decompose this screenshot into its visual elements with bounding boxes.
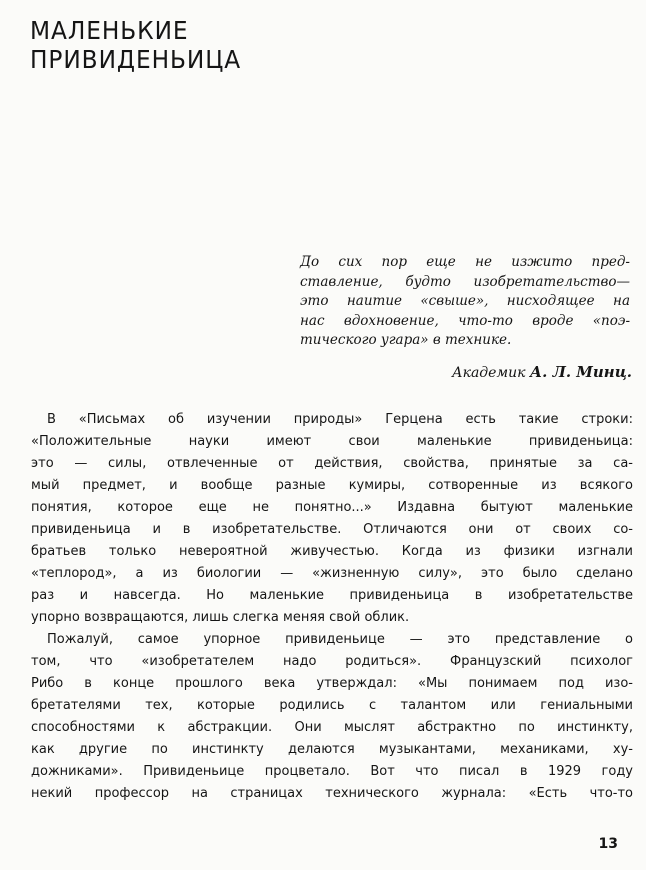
body-line: некий профессор на страницах технического журнала: «Есть что-то bbox=[31, 786, 633, 801]
body-line: Рибо в конце прошлого века утверждал: «Мы понимаем под изо- bbox=[31, 676, 633, 691]
epigraph-attribution bbox=[300, 363, 632, 381]
page-number: 13 bbox=[598, 836, 618, 852]
epigraph-line: ставление, будто изобретательство— bbox=[300, 273, 630, 290]
body-line: том, что «изобретателем надо родиться». Французский психолог bbox=[31, 654, 633, 669]
body-line: это — силы, отвлеченные от действия, свойства, принятые за са- bbox=[31, 456, 633, 471]
epigraph-line: это наитие «свыше», нисходящее на bbox=[300, 293, 630, 309]
chapter-title-line-2: ПРИВИДЕНЬИЦА bbox=[30, 45, 242, 74]
body-line: способностями к абстракции. Они мыслят абстрактно по инстинкту, bbox=[31, 720, 633, 735]
body-line: как другие по инстинкту делаются музыкантами, механиками, ху- bbox=[31, 742, 633, 757]
body-line: понятия, которое еще не понятно...» Издавна бытуют маленькие bbox=[31, 500, 633, 515]
body-line: братьев только невероятной живучестью. Когда из физики изгнали bbox=[31, 544, 633, 559]
body-line: бретателями тех, которые родились с талантом или гениальными bbox=[31, 698, 633, 713]
body-line: «теплород», а из биологии — «жизненную силу», это было сделано bbox=[31, 566, 633, 581]
body-line: раз и навсегда. Но маленькие привиденьица в изобретательстве bbox=[31, 588, 633, 603]
body-line: упорно возвращаются, лишь слегка меняя свой облик. bbox=[31, 610, 410, 625]
epigraph-line: До сих пор еще не изжито пред- bbox=[300, 254, 630, 270]
epigraph-line: нас вдохновение, что-то вроде «поэ- bbox=[300, 312, 630, 329]
chapter-title bbox=[30, 16, 241, 74]
body-line: В «Письмах об изучении природы» Герцена есть такие строки: bbox=[47, 412, 633, 427]
chapter-title-line-1: МАЛЕНЬКИЕ bbox=[30, 16, 189, 45]
attribution-name: А. Л. Минц. bbox=[529, 363, 632, 381]
body-text bbox=[31, 409, 633, 805]
epigraph-line: тического угара» в технике. bbox=[300, 332, 512, 348]
body-line: привиденьица и в изобретательстве. Отличаются они от своих со- bbox=[31, 522, 633, 537]
body-line: дожниками». Привиденьице процветало. Вот что писал в 1929 году bbox=[31, 764, 633, 779]
attribution-title: Академик bbox=[452, 365, 526, 381]
body-line: «Положительные науки имеют свои маленькие привиденьица: bbox=[31, 434, 633, 449]
body-line: Пожалуй, самое упорное привиденьице — это представление о bbox=[47, 632, 633, 647]
epigraph bbox=[300, 253, 630, 351]
body-line: мый предмет, и вообще разные кумиры, сотворенные из всякого bbox=[31, 478, 633, 493]
